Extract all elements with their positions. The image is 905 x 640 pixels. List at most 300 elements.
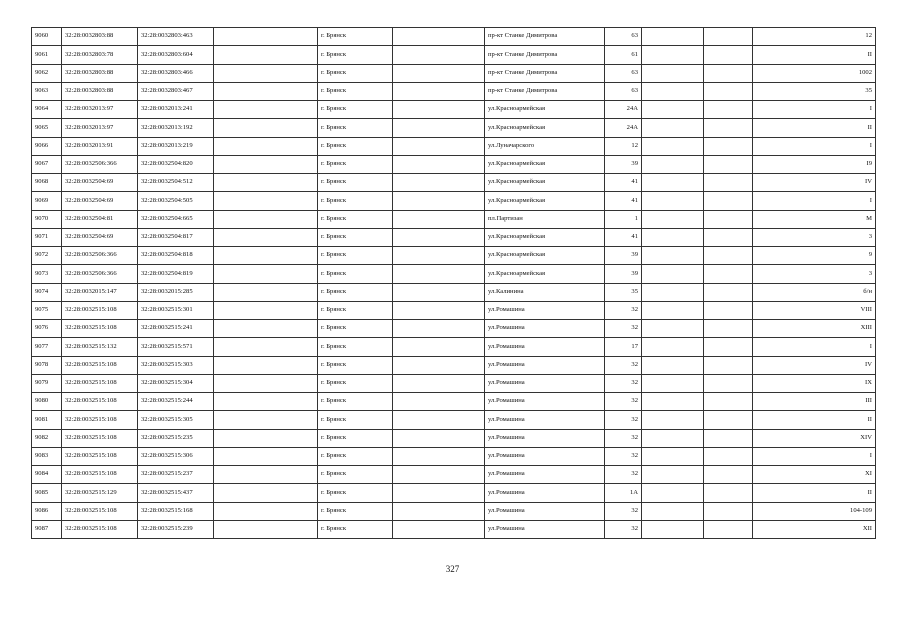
cadastral-number-parcel-cell: 32:28:0032515:108: [62, 502, 138, 520]
blank-column-2-cell: [393, 64, 485, 82]
premises-number-cell: I: [753, 101, 876, 119]
blank-column-1-cell: [214, 484, 318, 502]
blank-column-1-cell: [214, 46, 318, 64]
premises-number-cell: 9: [753, 247, 876, 265]
row-number-cell: 9084: [32, 466, 62, 484]
house-number-cell: 32: [605, 411, 642, 429]
blank-column-2-cell: [393, 192, 485, 210]
city-cell: г. Брянск: [318, 301, 393, 319]
blank-column-2-cell: [393, 320, 485, 338]
blank-column-4-cell: [704, 356, 753, 374]
cadastral-number-parcel-cell: 32:28:0032506:366: [62, 155, 138, 173]
premises-number-cell: I: [753, 338, 876, 356]
street-cell: ул.Ромашина: [485, 484, 605, 502]
blank-column-1-cell: [214, 247, 318, 265]
blank-column-4-cell: [704, 46, 753, 64]
blank-column-4-cell: [704, 520, 753, 538]
table-row: [32, 484, 876, 502]
premises-number-cell: IV: [753, 356, 876, 374]
house-number-cell: 63: [605, 82, 642, 100]
blank-column-3-cell: [642, 192, 704, 210]
register-table: [31, 27, 876, 539]
row-number-cell: 9078: [32, 356, 62, 374]
cadastral-number-parcel-cell: 32:28:0032504:81: [62, 210, 138, 228]
city-cell: г. Брянск: [318, 520, 393, 538]
street-cell: ул.Ромашина: [485, 447, 605, 465]
blank-column-4-cell: [704, 192, 753, 210]
blank-column-2-cell: [393, 119, 485, 137]
blank-column-2-cell: [393, 101, 485, 119]
premises-number-cell: 35: [753, 82, 876, 100]
cadastral-number-object-cell: 32:28:0032013:241: [138, 101, 214, 119]
blank-column-3-cell: [642, 119, 704, 137]
city-cell: г. Брянск: [318, 101, 393, 119]
city-cell: г. Брянск: [318, 119, 393, 137]
row-number-cell: 9063: [32, 82, 62, 100]
premises-number-cell: II: [753, 46, 876, 64]
premises-number-cell: I: [753, 447, 876, 465]
house-number-cell: 41: [605, 174, 642, 192]
table-row: [32, 228, 876, 246]
blank-column-3-cell: [642, 101, 704, 119]
blank-column-1-cell: [214, 393, 318, 411]
blank-column-1-cell: [214, 502, 318, 520]
blank-column-3-cell: [642, 429, 704, 447]
row-number-cell: 9061: [32, 46, 62, 64]
table-row: [32, 46, 876, 64]
blank-column-1-cell: [214, 155, 318, 173]
table-row: [32, 155, 876, 173]
blank-column-1-cell: [214, 283, 318, 301]
cadastral-number-object-cell: 32:28:0032803:466: [138, 64, 214, 82]
premises-number-cell: 104-109: [753, 502, 876, 520]
city-cell: г. Брянск: [318, 137, 393, 155]
blank-column-2-cell: [393, 356, 485, 374]
house-number-cell: 1А: [605, 484, 642, 502]
row-number-cell: 9081: [32, 411, 62, 429]
blank-column-2-cell: [393, 374, 485, 392]
table-row: [32, 283, 876, 301]
row-number-cell: 9074: [32, 283, 62, 301]
blank-column-2-cell: [393, 28, 485, 46]
house-number-cell: 24А: [605, 101, 642, 119]
cadastral-number-parcel-cell: 32:28:0032515:108: [62, 411, 138, 429]
premises-number-cell: II: [753, 484, 876, 502]
house-number-cell: 32: [605, 320, 642, 338]
table-row: [32, 101, 876, 119]
blank-column-4-cell: [704, 82, 753, 100]
table-row: [32, 320, 876, 338]
house-number-cell: 41: [605, 228, 642, 246]
table-row: [32, 174, 876, 192]
street-cell: пр-кт Станке Димитрова: [485, 28, 605, 46]
blank-column-1-cell: [214, 228, 318, 246]
city-cell: г. Брянск: [318, 393, 393, 411]
page-number: 327: [445, 564, 460, 574]
row-number-cell: 9067: [32, 155, 62, 173]
blank-column-1-cell: [214, 411, 318, 429]
blank-column-1-cell: [214, 447, 318, 465]
table-row: [32, 301, 876, 319]
cadastral-number-object-cell: 32:28:0032504:665: [138, 210, 214, 228]
table-row: [32, 119, 876, 137]
street-cell: ул.Красноармейская: [485, 247, 605, 265]
row-number-cell: 9062: [32, 64, 62, 82]
blank-column-2-cell: [393, 247, 485, 265]
premises-number-cell: XI: [753, 466, 876, 484]
blank-column-2-cell: [393, 429, 485, 447]
row-number-cell: 9086: [32, 502, 62, 520]
blank-column-1-cell: [214, 265, 318, 283]
street-cell: ул.Красноармейская: [485, 228, 605, 246]
premises-number-cell: IX: [753, 374, 876, 392]
blank-column-2-cell: [393, 228, 485, 246]
premises-number-cell: 1002: [753, 64, 876, 82]
cadastral-number-object-cell: 32:28:0032515:239: [138, 520, 214, 538]
blank-column-2-cell: [393, 210, 485, 228]
premises-number-cell: XIV: [753, 429, 876, 447]
street-cell: ул.Красноармейская: [485, 155, 605, 173]
cadastral-number-object-cell: 32:28:0032515:571: [138, 338, 214, 356]
blank-column-3-cell: [642, 155, 704, 173]
house-number-cell: 32: [605, 301, 642, 319]
cadastral-number-parcel-cell: 32:28:0032515:108: [62, 429, 138, 447]
street-cell: ул.Красноармейская: [485, 192, 605, 210]
blank-column-2-cell: [393, 484, 485, 502]
house-number-cell: 32: [605, 429, 642, 447]
house-number-cell: 32: [605, 502, 642, 520]
cadastral-number-parcel-cell: 32:28:0032803:88: [62, 82, 138, 100]
cadastral-number-parcel-cell: 32:28:0032515:132: [62, 338, 138, 356]
cadastral-number-parcel-cell: 32:28:0032515:108: [62, 356, 138, 374]
cadastral-number-object-cell: 32:28:0032515:303: [138, 356, 214, 374]
blank-column-1-cell: [214, 28, 318, 46]
house-number-cell: 24А: [605, 119, 642, 137]
blank-column-3-cell: [642, 447, 704, 465]
blank-column-3-cell: [642, 356, 704, 374]
street-cell: ул.Ромашина: [485, 374, 605, 392]
table-row: [32, 374, 876, 392]
house-number-cell: 63: [605, 64, 642, 82]
blank-column-2-cell: [393, 265, 485, 283]
blank-column-3-cell: [642, 301, 704, 319]
row-number-cell: 9065: [32, 119, 62, 137]
blank-column-4-cell: [704, 210, 753, 228]
city-cell: г. Брянск: [318, 466, 393, 484]
cadastral-number-parcel-cell: 32:28:0032506:366: [62, 247, 138, 265]
premises-number-cell: II: [753, 119, 876, 137]
blank-column-3-cell: [642, 28, 704, 46]
blank-column-1-cell: [214, 137, 318, 155]
blank-column-3-cell: [642, 520, 704, 538]
street-cell: ул.Ромашина: [485, 320, 605, 338]
row-number-cell: 9060: [32, 28, 62, 46]
blank-column-2-cell: [393, 46, 485, 64]
street-cell: ул.Ромашина: [485, 338, 605, 356]
blank-column-4-cell: [704, 484, 753, 502]
cadastral-number-object-cell: 32:28:0032803:463: [138, 28, 214, 46]
house-number-cell: 32: [605, 393, 642, 411]
street-cell: пр-кт Станке Димитрова: [485, 64, 605, 82]
blank-column-1-cell: [214, 174, 318, 192]
cadastral-number-object-cell: 32:28:0032515:168: [138, 502, 214, 520]
premises-number-cell: 12: [753, 28, 876, 46]
row-number-cell: 9079: [32, 374, 62, 392]
cadastral-number-object-cell: 32:28:0032515:237: [138, 466, 214, 484]
cadastral-number-object-cell: 32:28:0032013:192: [138, 119, 214, 137]
premises-number-cell: I9: [753, 155, 876, 173]
premises-number-cell: II: [753, 411, 876, 429]
table-row: [32, 210, 876, 228]
street-cell: ул.Ромашина: [485, 393, 605, 411]
cadastral-number-object-cell: 32:28:0032504:820: [138, 155, 214, 173]
blank-column-4-cell: [704, 228, 753, 246]
blank-column-3-cell: [642, 64, 704, 82]
street-cell: ул.Красноармейская: [485, 119, 605, 137]
row-number-cell: 9082: [32, 429, 62, 447]
cadastral-number-object-cell: 32:28:0032504:505: [138, 192, 214, 210]
blank-column-2-cell: [393, 301, 485, 319]
table-row: [32, 466, 876, 484]
blank-column-3-cell: [642, 46, 704, 64]
city-cell: г. Брянск: [318, 64, 393, 82]
blank-column-3-cell: [642, 466, 704, 484]
city-cell: г. Брянск: [318, 228, 393, 246]
blank-column-2-cell: [393, 82, 485, 100]
premises-number-cell: I: [753, 137, 876, 155]
blank-column-4-cell: [704, 137, 753, 155]
blank-column-4-cell: [704, 411, 753, 429]
row-number-cell: 9077: [32, 338, 62, 356]
cadastral-number-object-cell: 32:28:0032504:818: [138, 247, 214, 265]
table-row: [32, 356, 876, 374]
table-row: [32, 447, 876, 465]
cadastral-number-object-cell: 32:28:0032515:437: [138, 484, 214, 502]
cadastral-number-parcel-cell: 32:28:0032803:78: [62, 46, 138, 64]
house-number-cell: 32: [605, 466, 642, 484]
blank-column-3-cell: [642, 247, 704, 265]
cadastral-number-parcel-cell: 32:28:0032803:88: [62, 28, 138, 46]
house-number-cell: 39: [605, 247, 642, 265]
blank-column-2-cell: [393, 466, 485, 484]
table-row: [32, 28, 876, 46]
blank-column-1-cell: [214, 64, 318, 82]
table-body: [32, 28, 876, 539]
premises-number-cell: VIII: [753, 301, 876, 319]
row-number-cell: 9064: [32, 101, 62, 119]
city-cell: г. Брянск: [318, 46, 393, 64]
city-cell: г. Брянск: [318, 484, 393, 502]
blank-column-1-cell: [214, 356, 318, 374]
blank-column-4-cell: [704, 447, 753, 465]
street-cell: ул.Красноармейская: [485, 101, 605, 119]
blank-column-4-cell: [704, 301, 753, 319]
table-row: [32, 265, 876, 283]
cadastral-number-object-cell: 32:28:0032515:235: [138, 429, 214, 447]
row-number-cell: 9066: [32, 137, 62, 155]
premises-number-cell: III: [753, 393, 876, 411]
cadastral-number-object-cell: 32:28:0032515:306: [138, 447, 214, 465]
row-number-cell: 9070: [32, 210, 62, 228]
street-cell: ул.Ромашина: [485, 502, 605, 520]
cadastral-number-parcel-cell: 32:28:0032515:108: [62, 301, 138, 319]
cadastral-number-object-cell: 32:28:0032515:305: [138, 411, 214, 429]
blank-column-1-cell: [214, 101, 318, 119]
street-cell: ул.Ромашина: [485, 356, 605, 374]
street-cell: ул.Красноармейская: [485, 265, 605, 283]
premises-number-cell: XII: [753, 520, 876, 538]
blank-column-3-cell: [642, 411, 704, 429]
street-cell: пр-кт Станке Димитрова: [485, 82, 605, 100]
blank-column-4-cell: [704, 374, 753, 392]
city-cell: г. Брянск: [318, 247, 393, 265]
table-row: [32, 520, 876, 538]
cadastral-number-object-cell: 32:28:0032515:301: [138, 301, 214, 319]
premises-number-cell: б/н: [753, 283, 876, 301]
house-number-cell: 61: [605, 46, 642, 64]
cadastral-number-object-cell: 32:28:0032504:819: [138, 265, 214, 283]
house-number-cell: 39: [605, 265, 642, 283]
row-number-cell: 9083: [32, 447, 62, 465]
street-cell: ул.Ромашина: [485, 301, 605, 319]
blank-column-3-cell: [642, 283, 704, 301]
blank-column-4-cell: [704, 101, 753, 119]
blank-column-2-cell: [393, 155, 485, 173]
row-number-cell: 9071: [32, 228, 62, 246]
table-row: [32, 247, 876, 265]
blank-column-3-cell: [642, 210, 704, 228]
cadastral-number-parcel-cell: 32:28:0032515:108: [62, 320, 138, 338]
blank-column-1-cell: [214, 429, 318, 447]
street-cell: пр-кт Станке Димитрова: [485, 46, 605, 64]
city-cell: г. Брянск: [318, 356, 393, 374]
row-number-cell: 9087: [32, 520, 62, 538]
blank-column-1-cell: [214, 320, 318, 338]
cadastral-number-parcel-cell: 32:28:0032015:147: [62, 283, 138, 301]
premises-number-cell: М: [753, 210, 876, 228]
table-row: [32, 393, 876, 411]
cadastral-number-parcel-cell: 32:28:0032504:69: [62, 174, 138, 192]
city-cell: г. Брянск: [318, 192, 393, 210]
blank-column-2-cell: [393, 502, 485, 520]
cadastral-number-object-cell: 32:28:0032015:285: [138, 283, 214, 301]
blank-column-3-cell: [642, 374, 704, 392]
city-cell: г. Брянск: [318, 502, 393, 520]
city-cell: г. Брянск: [318, 320, 393, 338]
cadastral-number-parcel-cell: 32:28:0032515:108: [62, 520, 138, 538]
blank-column-2-cell: [393, 411, 485, 429]
cadastral-number-parcel-cell: 32:28:0032803:88: [62, 64, 138, 82]
table-row: [32, 82, 876, 100]
blank-column-3-cell: [642, 228, 704, 246]
city-cell: г. Брянск: [318, 210, 393, 228]
house-number-cell: 12: [605, 137, 642, 155]
cadastral-number-parcel-cell: 32:28:0032515:108: [62, 393, 138, 411]
cadastral-number-object-cell: 32:28:0032013:219: [138, 137, 214, 155]
table-row: [32, 338, 876, 356]
cadastral-number-object-cell: 32:28:0032803:467: [138, 82, 214, 100]
blank-column-4-cell: [704, 320, 753, 338]
blank-column-2-cell: [393, 393, 485, 411]
house-number-cell: 17: [605, 338, 642, 356]
table-row: [32, 137, 876, 155]
premises-number-cell: 3: [753, 265, 876, 283]
blank-column-1-cell: [214, 119, 318, 137]
house-number-cell: 35: [605, 283, 642, 301]
table-row: [32, 192, 876, 210]
street-cell: ул.Ромашина: [485, 466, 605, 484]
cadastral-number-parcel-cell: 32:28:0032515:108: [62, 447, 138, 465]
blank-column-4-cell: [704, 28, 753, 46]
blank-column-4-cell: [704, 64, 753, 82]
blank-column-2-cell: [393, 447, 485, 465]
blank-column-3-cell: [642, 137, 704, 155]
row-number-cell: 9068: [32, 174, 62, 192]
cadastral-number-parcel-cell: 32:28:0032013:91: [62, 137, 138, 155]
cadastral-number-object-cell: 32:28:0032504:512: [138, 174, 214, 192]
street-cell: ул.Луначарского: [485, 137, 605, 155]
blank-column-1-cell: [214, 520, 318, 538]
blank-column-4-cell: [704, 283, 753, 301]
premises-number-cell: I: [753, 192, 876, 210]
row-number-cell: 9069: [32, 192, 62, 210]
row-number-cell: 9080: [32, 393, 62, 411]
premises-number-cell: XIII: [753, 320, 876, 338]
city-cell: г. Брянск: [318, 28, 393, 46]
street-cell: ул.Калинина: [485, 283, 605, 301]
blank-column-2-cell: [393, 137, 485, 155]
city-cell: г. Брянск: [318, 338, 393, 356]
blank-column-4-cell: [704, 119, 753, 137]
premises-number-cell: IV: [753, 174, 876, 192]
cadastral-number-object-cell: 32:28:0032515:244: [138, 393, 214, 411]
blank-column-4-cell: [704, 393, 753, 411]
blank-column-4-cell: [704, 466, 753, 484]
street-cell: пл.Партизан: [485, 210, 605, 228]
table-row: [32, 429, 876, 447]
blank-column-4-cell: [704, 429, 753, 447]
cadastral-number-object-cell: 32:28:0032803:604: [138, 46, 214, 64]
blank-column-3-cell: [642, 393, 704, 411]
blank-column-4-cell: [704, 155, 753, 173]
register-table-container: [31, 27, 875, 539]
street-cell: ул.Красноармейская: [485, 174, 605, 192]
cadastral-number-parcel-cell: 32:28:0032504:69: [62, 192, 138, 210]
city-cell: г. Брянск: [318, 265, 393, 283]
blank-column-3-cell: [642, 265, 704, 283]
cadastral-number-parcel-cell: 32:28:0032515:108: [62, 374, 138, 392]
house-number-cell: 32: [605, 356, 642, 374]
cadastral-number-parcel-cell: 32:28:0032515:108: [62, 466, 138, 484]
row-number-cell: 9072: [32, 247, 62, 265]
city-cell: г. Брянск: [318, 174, 393, 192]
row-number-cell: 9076: [32, 320, 62, 338]
cadastral-number-parcel-cell: 32:28:0032515:129: [62, 484, 138, 502]
table-row: [32, 502, 876, 520]
house-number-cell: 32: [605, 520, 642, 538]
blank-column-2-cell: [393, 174, 485, 192]
blank-column-4-cell: [704, 502, 753, 520]
blank-column-2-cell: [393, 520, 485, 538]
city-cell: г. Брянск: [318, 447, 393, 465]
blank-column-2-cell: [393, 283, 485, 301]
premises-number-cell: 3: [753, 228, 876, 246]
blank-column-1-cell: [214, 82, 318, 100]
blank-column-2-cell: [393, 338, 485, 356]
cadastral-number-parcel-cell: 32:28:0032504:69: [62, 228, 138, 246]
cadastral-number-parcel-cell: 32:28:0032506:366: [62, 265, 138, 283]
blank-column-3-cell: [642, 484, 704, 502]
